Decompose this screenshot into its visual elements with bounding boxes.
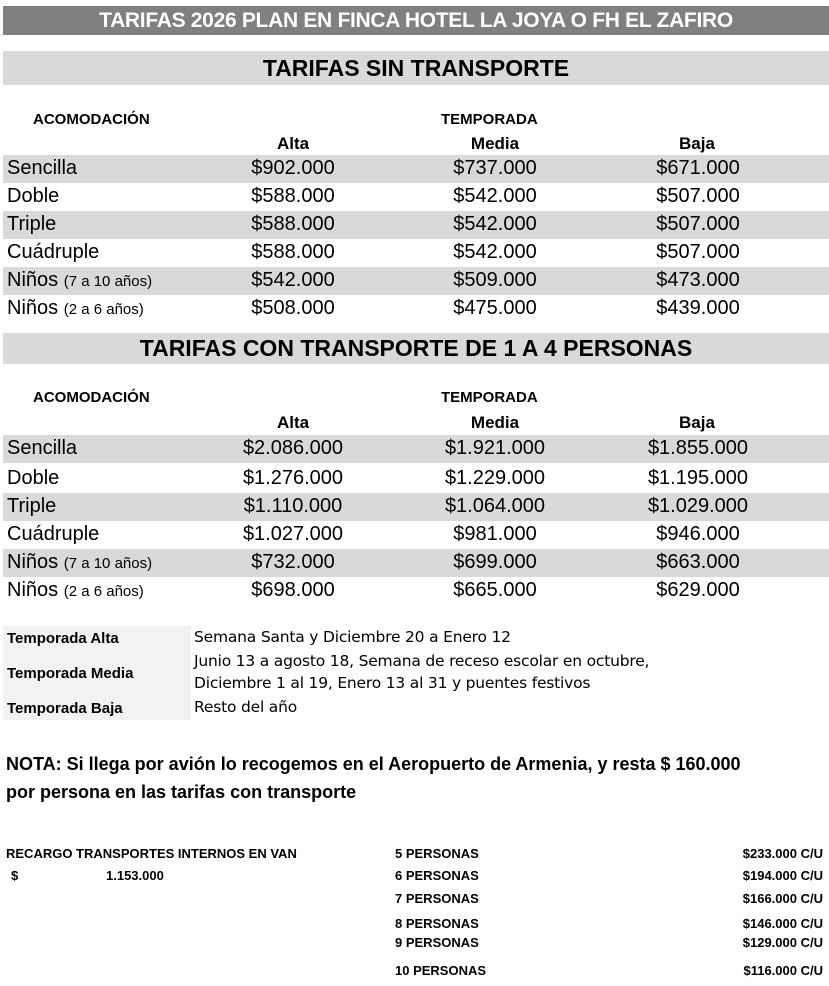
age-range-note: (2 a 6 años) (63, 301, 144, 318)
van-rate-price: $129.000 C/U (742, 935, 823, 950)
rate-alta: $508.000 (251, 297, 335, 319)
table-row (3, 577, 829, 605)
age-range-note: (7 a 10 años) (63, 555, 153, 572)
rate-baja: $507.000 (656, 213, 740, 235)
van-surcharge-title: RECARGO TRANSPORTES INTERNOS EN VAN (6, 846, 297, 861)
age-range-note: (2 a 6 años) (63, 583, 144, 600)
row-label (7, 467, 59, 490)
col-header-media: Media (470, 134, 520, 153)
rate-baja: $671.000 (656, 157, 740, 179)
row-label (7, 269, 152, 292)
accommodation-name: Sencilla (7, 157, 78, 179)
accommodation-name: Cuádruple (7, 523, 100, 545)
van-rate-price: $194.000 C/U (742, 868, 823, 883)
row-label (7, 551, 152, 574)
rate-media: $699.000 (453, 551, 537, 573)
row-label (7, 495, 56, 518)
van-rate-label: 7 PERSONAS (395, 891, 479, 906)
rate-baja: $1.195.000 (647, 467, 749, 489)
season-label-alta: Temporada Alta (7, 630, 119, 647)
van-rate-label: 6 PERSONAS (395, 868, 479, 883)
van-rate-price: $166.000 C/U (742, 891, 823, 906)
row-label (7, 157, 77, 180)
table-row (3, 155, 829, 183)
accommodation-name: Triple (7, 213, 57, 235)
rate-baja: $473.000 (656, 269, 740, 291)
col-header-baja: Baja (679, 413, 715, 432)
season-desc-media-line2: Diciembre 1 al 19, Enero 13 al 31 y puentes festivos (194, 674, 591, 692)
accommodation-name: Sencilla (7, 437, 78, 459)
season-desc-alta: Semana Santa y Diciembre 20 a Enero 12 (194, 628, 511, 646)
rate-media: $665.000 (453, 579, 537, 601)
rate-baja: $1.029.000 (647, 495, 749, 517)
rate-media: $542.000 (453, 213, 537, 235)
col-header-temporada: TEMPORADA (441, 111, 538, 128)
table-row (3, 465, 829, 493)
rate-media: $1.229.000 (444, 467, 546, 489)
van-rate-label: 10 PERSONAS (395, 963, 487, 978)
rate-baja: $663.000 (656, 551, 740, 573)
season-desc-media-line1: Junio 13 a agosto 18, Semana de receso escolar en octubre, (194, 652, 650, 670)
rate-alta: $902.000 (251, 157, 335, 179)
row-label (7, 185, 59, 208)
section-title-sin-transporte: TARIFAS SIN TRANSPORTE (3, 51, 829, 85)
section-title-con-transporte: TARIFAS CON TRANSPORTE DE 1 A 4 PERSONAS (3, 333, 829, 364)
row-label (7, 523, 99, 546)
rate-alta: $542.000 (251, 269, 335, 291)
van-rate-label: 9 PERSONAS (395, 935, 479, 950)
rate-alta: $588.000 (251, 185, 335, 207)
accommodation-name: Doble (7, 467, 60, 489)
col-header-alta: Alta (276, 134, 310, 153)
rate-alta: $2.086.000 (242, 437, 344, 459)
rate-media: $509.000 (453, 269, 537, 291)
col-header-media: Media (470, 413, 520, 432)
rate-media: $542.000 (453, 185, 537, 207)
van-surcharge-amount: 1.153.000 (106, 868, 164, 883)
col-header-baja: Baja (679, 134, 715, 153)
table-row (3, 493, 829, 521)
season-label-media: Temporada Media (7, 665, 134, 682)
rate-alta: $588.000 (251, 241, 335, 263)
rate-alta: $588.000 (251, 213, 335, 235)
rate-alta: $698.000 (251, 579, 335, 601)
accommodation-name: Niños (7, 297, 59, 319)
table-row (3, 521, 829, 549)
rate-baja: $946.000 (656, 523, 740, 545)
van-rate-label: 5 PERSONAS (395, 846, 479, 861)
rate-baja: $629.000 (656, 579, 740, 601)
rate-baja: $439.000 (656, 297, 740, 319)
table-row (3, 211, 829, 239)
van-rate-price: $233.000 C/U (742, 846, 823, 861)
van-rate-price: $146.000 C/U (742, 916, 823, 931)
rate-alta: $1.027.000 (242, 523, 344, 545)
accommodation-name: Niños (7, 269, 59, 291)
season-desc-baja: Resto del año (194, 698, 297, 716)
van-rate-price: $116.000 C/U (743, 963, 823, 978)
accommodation-name: Niños (7, 579, 59, 601)
table-row (3, 183, 829, 211)
van-rate-label: 8 PERSONAS (395, 916, 479, 931)
rate-media: $1.064.000 (444, 495, 546, 517)
table-row (3, 295, 829, 323)
document-title: TARIFAS 2026 PLAN EN FINCA HOTEL LA JOYA O FH EL ZAFIRO (3, 6, 829, 35)
rate-alta: $1.276.000 (242, 467, 344, 489)
table-row (3, 435, 829, 463)
rate-alta: $1.110.000 (243, 495, 343, 517)
rate-baja: $507.000 (656, 241, 740, 263)
col-header-temporada: TEMPORADA (441, 389, 538, 406)
row-label (7, 437, 77, 460)
row-label (7, 213, 56, 236)
col-header-acomodacion: ACOMODACIÓN (33, 389, 150, 406)
accommodation-name: Niños (7, 551, 59, 573)
age-range-note: (7 a 10 años) (63, 273, 153, 290)
accommodation-name: Doble (7, 185, 60, 207)
row-label (7, 241, 99, 264)
accommodation-name: Cuádruple (7, 241, 100, 263)
season-label-baja: Temporada Baja (7, 700, 123, 717)
rate-media: $981.000 (453, 523, 537, 545)
airport-note: NOTA: Si llega por avión lo recogemos en el Aeropuerto de Armenia, y resta $ 160.000 por persona en las tarifas con transporte (6, 754, 741, 802)
table-row (3, 549, 829, 577)
rate-baja: $507.000 (656, 185, 740, 207)
rate-media: $542.000 (453, 241, 537, 263)
col-header-acomodacion: ACOMODACIÓN (33, 111, 150, 128)
rate-media: $1.921.000 (444, 437, 546, 459)
row-label (7, 579, 144, 602)
rate-media: $737.000 (453, 157, 537, 179)
col-header-alta: Alta (276, 413, 310, 432)
van-surcharge-currency: $ (11, 868, 19, 883)
rate-baja: $1.855.000 (647, 437, 749, 459)
rate-alta: $732.000 (251, 551, 335, 573)
rate-media: $475.000 (453, 297, 537, 319)
table-row (3, 239, 829, 267)
table-row (3, 267, 829, 295)
accommodation-name: Triple (7, 495, 57, 517)
row-label (7, 297, 144, 320)
